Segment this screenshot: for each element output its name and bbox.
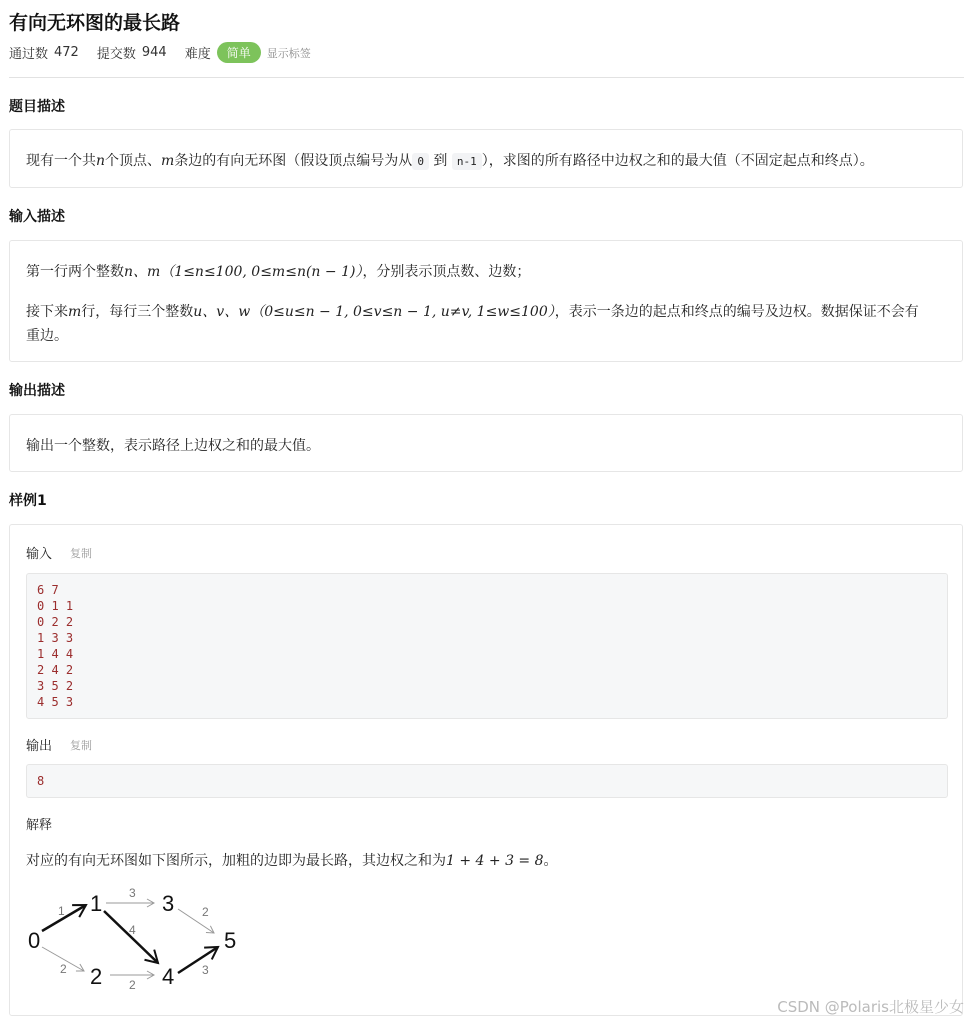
input-desc-box	[9, 240, 963, 362]
difficulty-badge: 简单	[217, 42, 261, 63]
weight-1-3: 3	[129, 886, 136, 900]
node-3: 3	[162, 891, 175, 916]
input-heading: 输入描述	[9, 209, 65, 225]
watermark: CSDN @Polaris北极星少女	[777, 998, 964, 1016]
input-desc-line1: 第一行两个整数n、m（1≤n≤100, 0≤m≤n(n − 1)），分别表示顶点数、边数；	[26, 264, 531, 280]
pass-label: 通过数	[9, 47, 49, 62]
sample-box	[9, 524, 963, 1016]
weight-0-2: 2	[60, 962, 67, 976]
copy-output-button[interactable]: 复制	[70, 739, 92, 752]
difficulty-label: 难度	[184, 47, 211, 62]
divider	[9, 77, 964, 78]
node-1: 1	[90, 891, 103, 916]
node-0: 0	[28, 928, 41, 953]
copy-input-button[interactable]: 复制	[70, 547, 92, 560]
input-desc-line2: 接下来m行，每行三个整数u、v、w（0≤u≤n − 1, 0≤v≤n − 1, u≠v, 1≤w≤100），表示一条边的起点和终点的编号及边权。数据保证不会有	[26, 304, 919, 320]
explain-text: 对应的有向无环图如下图所示，加粗的边即为最长路，其边权之和为1 + 4 + 3 = 8。	[26, 853, 558, 869]
weight-3-5: 2	[202, 905, 209, 919]
output-desc-text: 输出一个整数，表示路径上边权之和的最大值。	[26, 438, 320, 454]
input-desc-line3: 重边。	[26, 328, 68, 344]
problem-meta	[9, 42, 317, 63]
node-4: 4	[162, 964, 175, 989]
dag-diagram	[18, 881, 248, 997]
weight-4-5: 3	[202, 963, 209, 977]
output-desc-box	[9, 414, 963, 472]
weight-0-1: 1	[58, 904, 65, 918]
sample-heading: 样例1	[9, 493, 47, 509]
description-text: 现有一个共n个顶点、m条边的有向无环图（假设顶点编号为从 0 到 n-1 ），求图的所有路径中边权之和的最大值（不固定起点和终点）。	[26, 153, 874, 169]
sample-input-block[interactable]: 6 7 0 1 1 0 2 2 1 3 3 1 4 4 2 4 2 3 5 2 4 5 3	[26, 573, 948, 719]
edge-4-5	[178, 947, 218, 973]
sample-input-label: 输入	[26, 547, 53, 562]
problem-title: 有向无环图的最长路	[9, 12, 181, 34]
node-2: 2	[90, 964, 103, 989]
pass-count: 472	[54, 45, 79, 60]
weight-1-4: 4	[129, 923, 136, 937]
edge-1-4	[104, 911, 158, 963]
explain-label: 解释	[26, 818, 53, 833]
description-box	[9, 129, 963, 188]
weight-2-4: 2	[129, 978, 136, 992]
sample-output-block[interactable]: 8	[26, 764, 948, 798]
sample-output-label: 输出	[26, 739, 53, 754]
output-heading: 输出描述	[9, 383, 65, 399]
submit-count: 944	[141, 45, 167, 60]
description-heading: 题目描述	[9, 99, 65, 115]
node-5: 5	[224, 928, 237, 953]
submit-label: 提交数	[96, 47, 136, 62]
show-tags-link[interactable]: 显示标签	[266, 46, 311, 60]
